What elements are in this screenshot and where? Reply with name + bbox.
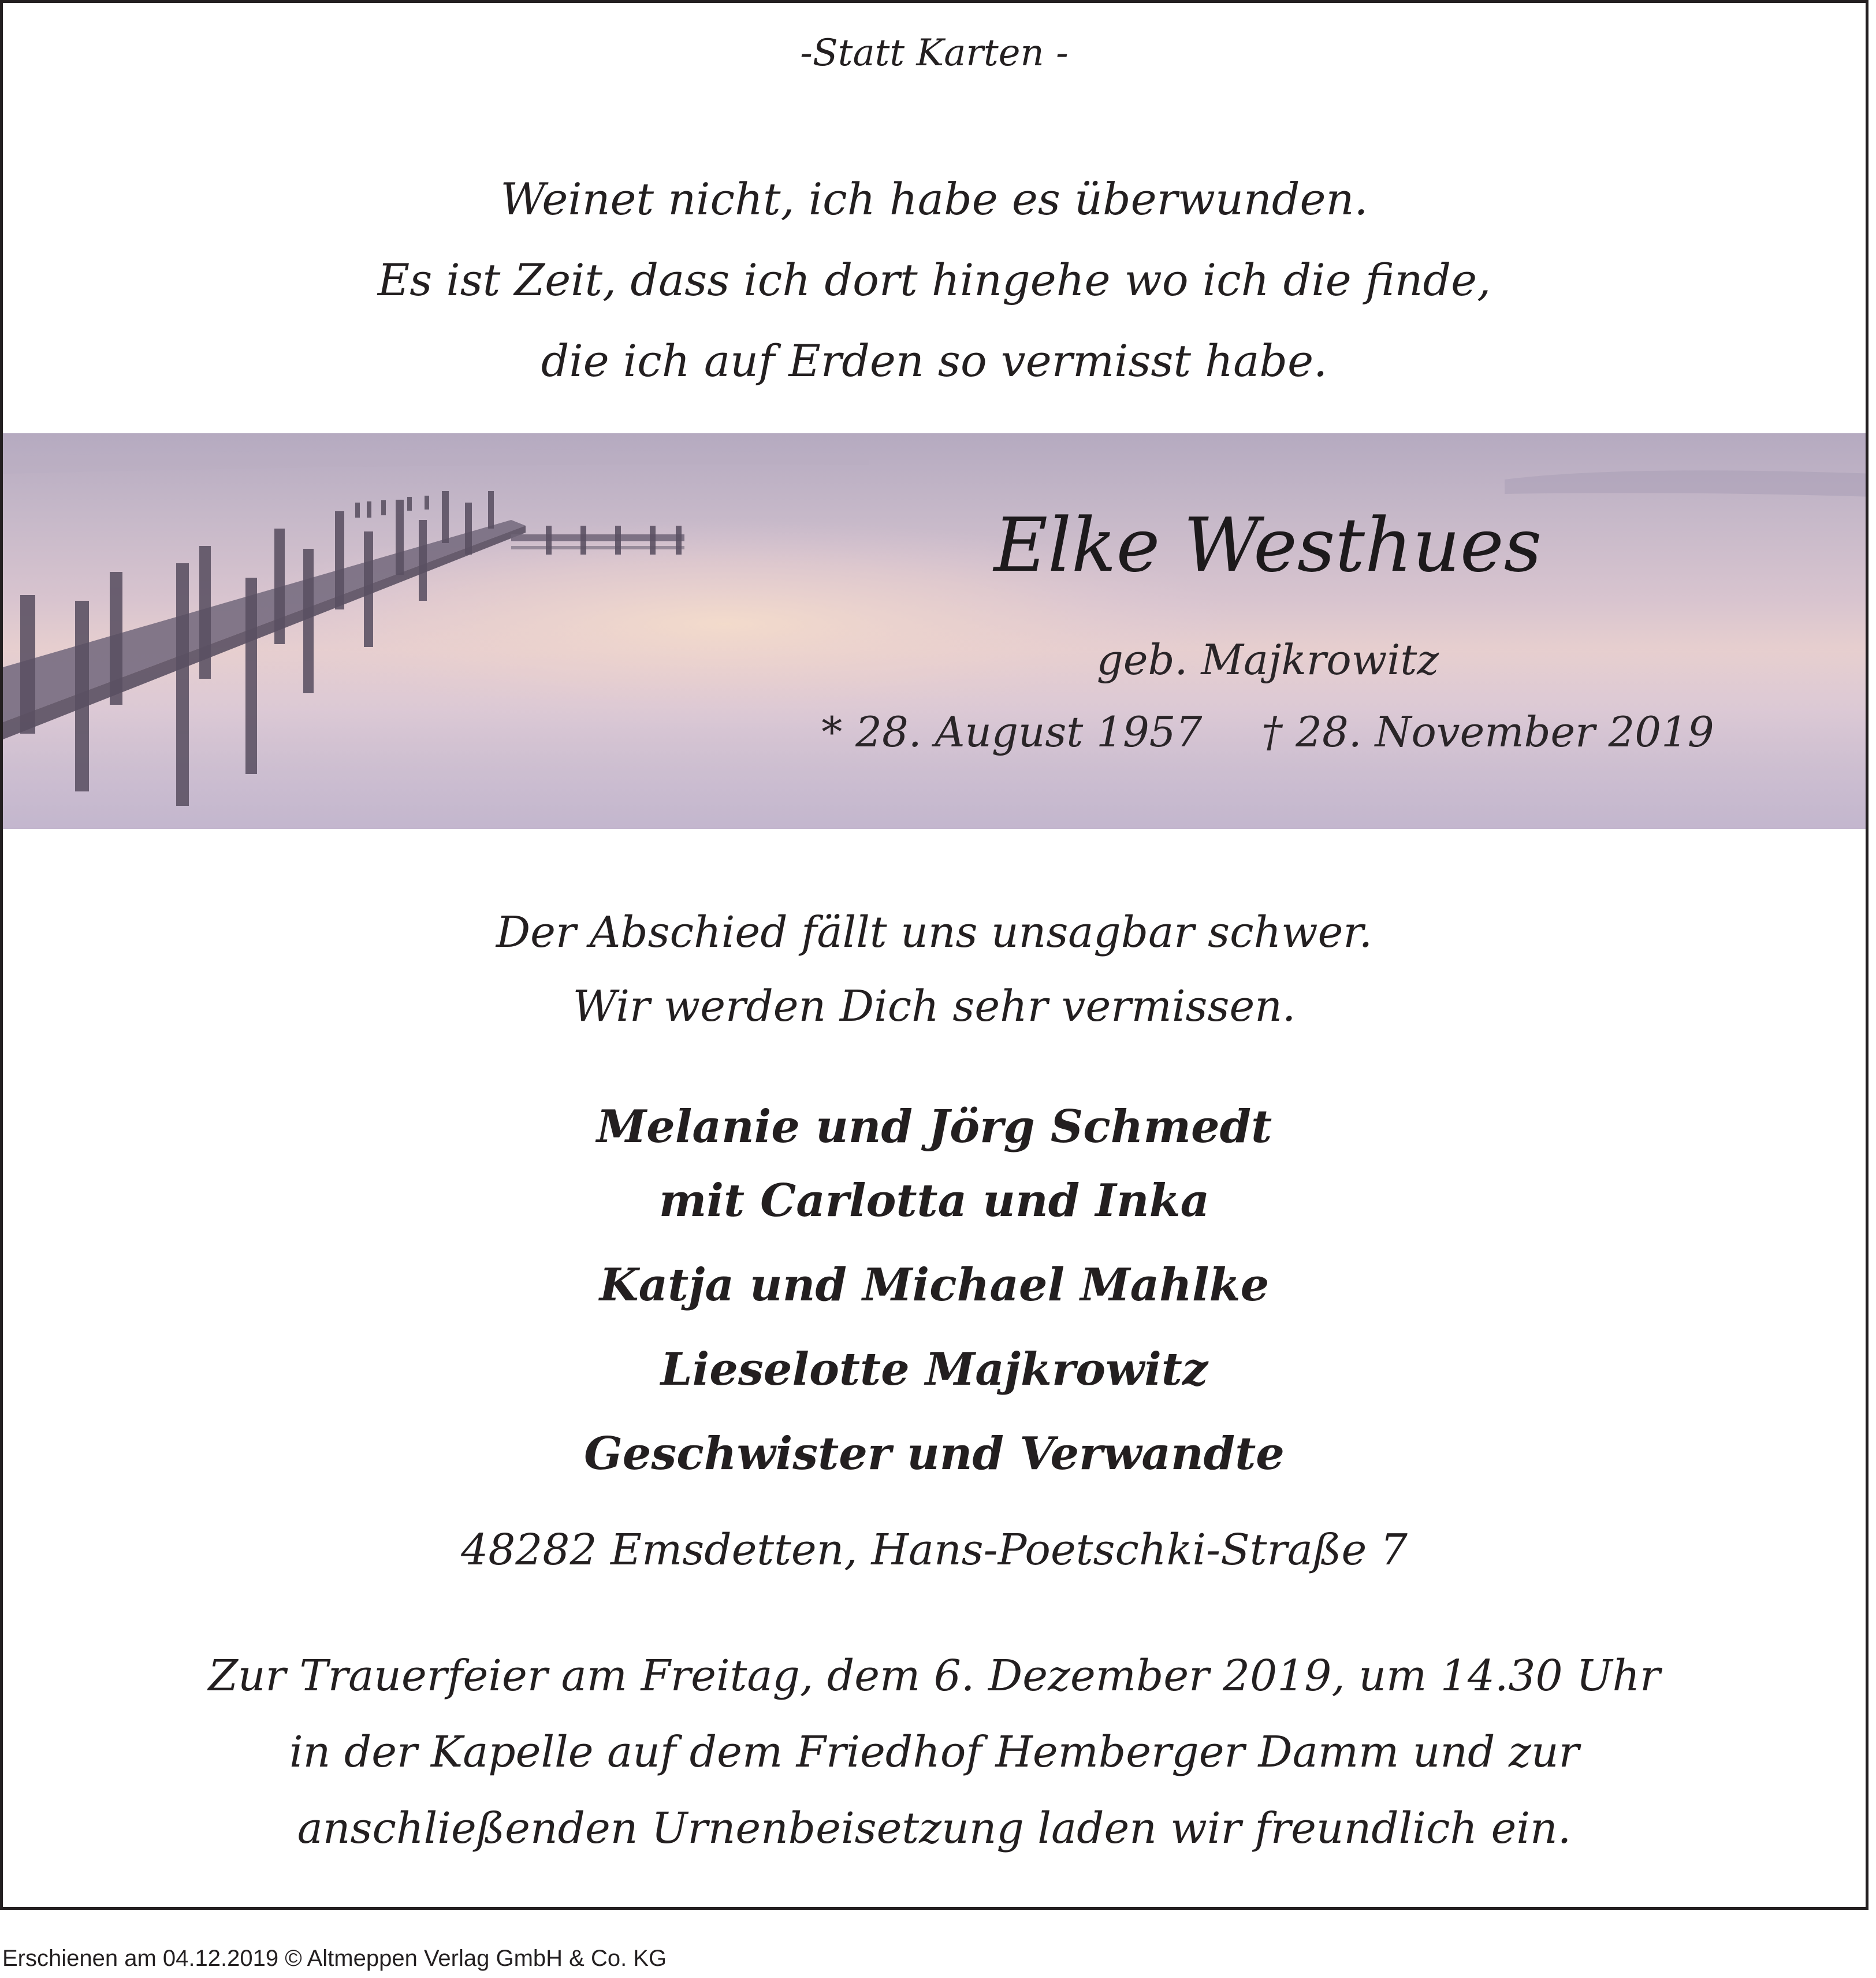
family-address: 48282 Emsdetten, Hans-Poetschki-Straße 7	[461, 1525, 1408, 1575]
maiden-name: geb. Majkrowitz	[1096, 635, 1439, 684]
mourner-group	[3, 1332, 1866, 1406]
verse-line: die ich auf Erden so vermisst habe.	[541, 335, 1328, 386]
life-dates	[754, 708, 1782, 756]
verse-line: Weinet nicht, ich habe es überwunden.	[500, 173, 1368, 225]
publication-footer: Erschienen am 04.12.2019 © Altmeppen Verlag GmbH & Co. KG	[2, 1946, 667, 1971]
farewell-line: Der Abschied fällt uns unsagbar schwer.	[496, 908, 1373, 957]
jetty-illustration	[3, 433, 1866, 829]
mourner-line: Lieselotte Majkrowitz	[660, 1343, 1208, 1396]
memorial-verse	[3, 159, 1866, 401]
mourner-line: Katja und Michael Mahlke	[599, 1259, 1270, 1311]
mourner-line: Melanie und Jörg Schmedt	[596, 1100, 1272, 1153]
ceremony-line: Zur Trauerfeier am Freitag, dem 6. Dezember 2019, um 14.30 Uhr	[208, 1651, 1661, 1701]
farewell-line: Wir werden Dich sehr vermissen.	[572, 981, 1296, 1031]
verse-line: Es ist Zeit, dass ich dort hingehe wo ich die finde,	[377, 254, 1491, 306]
mourners-list	[3, 1089, 1866, 1500]
mourner-group	[3, 1416, 1866, 1490]
mourner-line: Geschwister und Verwandte	[584, 1427, 1285, 1480]
deceased-name: Elke Westhues	[993, 503, 1542, 589]
jetty-lake-image	[3, 433, 1866, 829]
death-date: † 28. November 2019	[1261, 708, 1714, 756]
ceremony-line: in der Kapelle auf dem Friedhof Hemberger Damm und zur	[289, 1727, 1579, 1777]
ceremony-line: anschließenden Urnenbeisetzung laden wir freundlich ein.	[297, 1804, 1572, 1853]
mourner-group	[3, 1089, 1866, 1237]
mourner-group	[3, 1247, 1866, 1321]
mourner-line: mit Carlotta und Inka	[658, 1174, 1210, 1227]
farewell-text	[3, 895, 1866, 1043]
ceremony-details	[3, 1638, 1866, 1867]
notice-header: -Statt Karten -	[800, 32, 1069, 75]
birth-date: * 28. August 1957	[821, 708, 1203, 756]
